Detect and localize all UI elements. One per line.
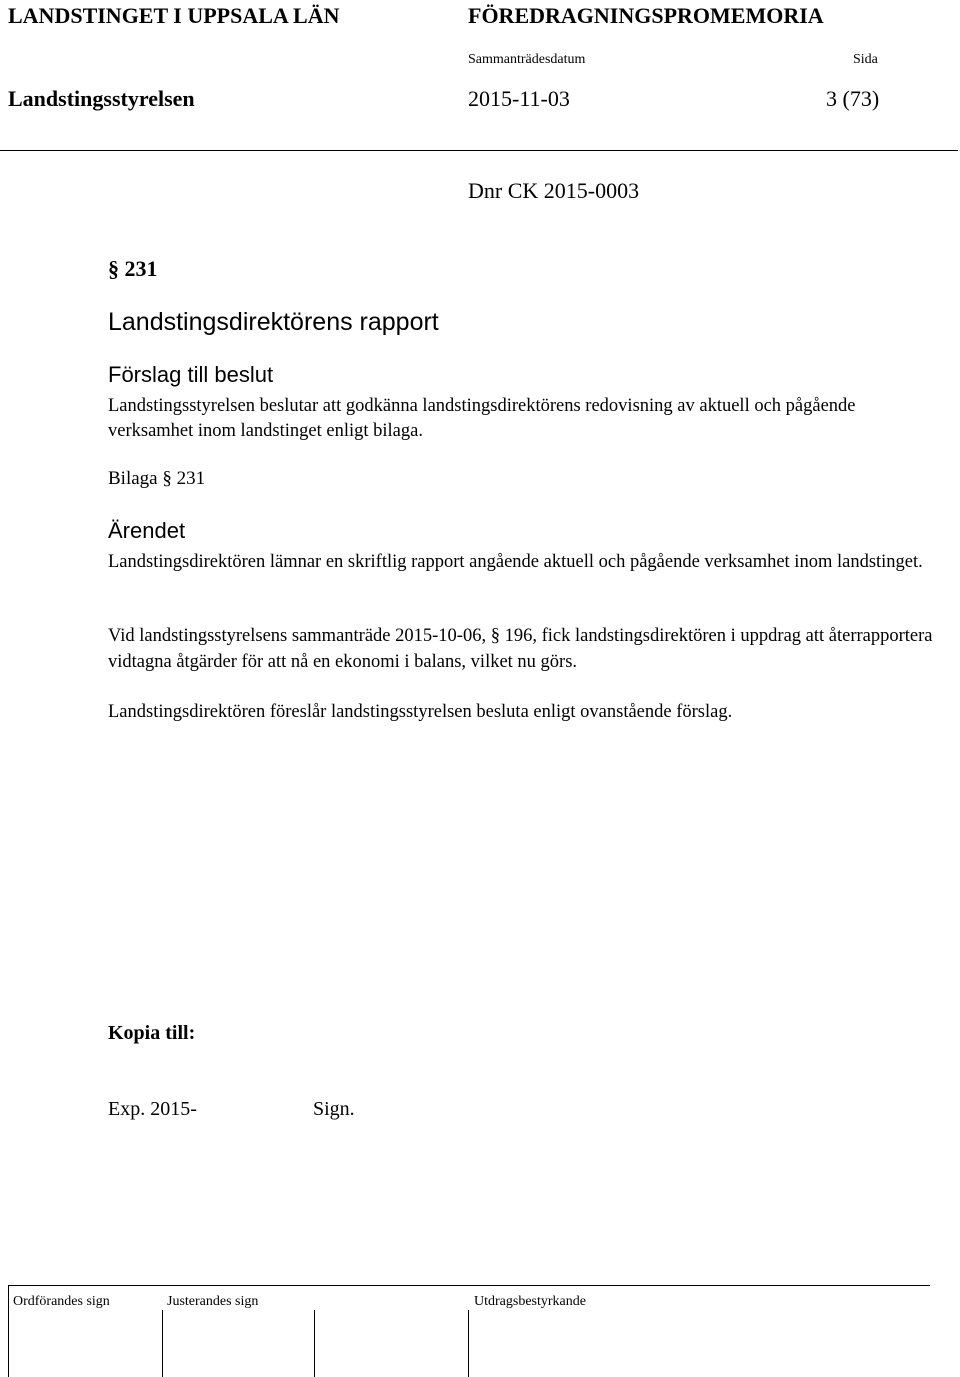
registration-number: Dnr CK 2015-0003 xyxy=(468,178,640,203)
chair-signature-label: Ordförandes sign xyxy=(13,1294,110,1309)
proposal-text: Landstingsstyrelsen beslutar att godkänna landstingsdirektörens redovisning av aktuell och pågående verksamhet inom landstinget enligt bilaga. xyxy=(108,396,856,441)
footer-column-divider xyxy=(314,1310,315,1377)
matter-paragraph-2: Vid landstingsstyrelsens sammanträde 2015-10-06, § 196, fick landstingsdirektören i uppdrag att återrapportera vidtagna åtgärder för att nå en ekonomi i balans, vilket nu görs. xyxy=(108,626,933,672)
meeting-date-label: Sammanträdesdatum xyxy=(468,52,586,67)
expedited-label: Exp. 2015- xyxy=(108,1098,197,1120)
footer-column-divider xyxy=(8,1285,9,1377)
sign-label: Sign. xyxy=(313,1098,355,1120)
footer-column-divider xyxy=(162,1310,163,1377)
matter-paragraph-3: Landstingsdirektören föreslår landstingsstyrelsen besluta enligt ovanstående förslag. xyxy=(108,702,733,722)
meeting-date: 2015-11-03 xyxy=(468,86,570,111)
copy-to-label: Kopia till: xyxy=(108,1022,196,1044)
proposal-heading: Förslag till beslut xyxy=(108,362,274,387)
adjuster-signature-label: Justerandes sign xyxy=(167,1294,259,1309)
page-label: Sida xyxy=(853,52,878,67)
board-name: Landstingsstyrelsen xyxy=(8,86,195,111)
section-number: § 231 xyxy=(108,256,158,281)
attachment-reference: Bilaga § 231 xyxy=(108,468,206,489)
footer-column-divider xyxy=(468,1310,469,1377)
footer-divider xyxy=(8,1285,930,1286)
section-title: Landstingsdirektörens rapport xyxy=(108,308,439,336)
matter-heading: Ärendet xyxy=(108,518,186,543)
extract-certification-label: Utdragsbestyrkande xyxy=(474,1294,586,1309)
matter-paragraph-1: Landstingsdirektören lämnar en skriftlig rapport angående aktuell och pågående verksamhet inom landstinget. xyxy=(108,552,923,572)
organization-name: LANDSTINGET I UPPSALA LÄN xyxy=(8,3,340,28)
document-type: FÖREDRAGNINGSPROMEMORIA xyxy=(468,3,824,28)
page-number: 3 (73) xyxy=(826,86,880,111)
header-divider xyxy=(0,150,958,151)
